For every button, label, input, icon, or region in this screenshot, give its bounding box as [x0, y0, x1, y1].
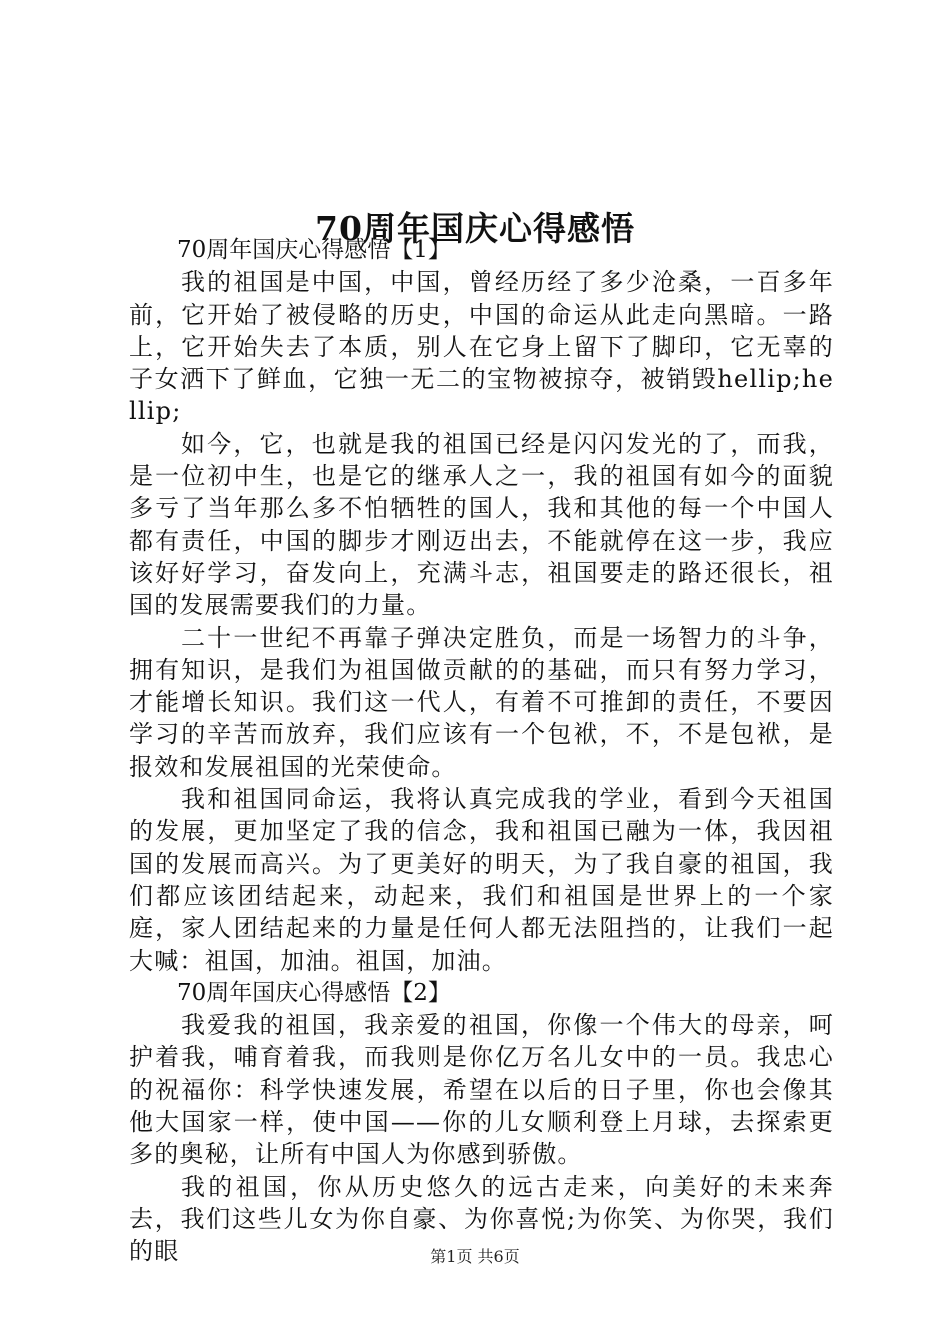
paragraph: 如今，它，也就是我的祖国已经是闪闪发光的了，而我，是一位初中生，也是它的继承人之一，我的祖国有如今的面貌多亏了当年那么多不怕牺牲的国人，我和其他的每一个中国人都有责任，中国的脚步才刚迈出去，不能就停在这一步，我应该好好学习，奋发向上，充满斗志，祖国要走的路还很长，祖国的发展需要我们的力量。 [129, 429, 834, 620]
paragraph: 二十一世纪不再靠子弹决定胜负，而是一场智力的斗争，拥有知识，是我们为祖国做贡献的的基础，而只有努力学习，才能增长知识。我们这一代人，有着不可推卸的责任，不要因学习的辛苦而放弃，我们应该有一个包袱，不，不是包袱，是报效和发展祖国的光荣使命。 [129, 623, 834, 781]
section-1 [129, 234, 834, 977]
paragraph: 我的祖国是中国，中国，曾经历经了多少沧桑，一百多年前，它开始了被侵略的历史，中国的命运从此走向黑暗。一路上，它开始失去了本质，别人在它身上留下了脚印，它无辜的子女洒下了鲜血，它独一无二的宝物被掠夺，被销毁hellip;hellip; [129, 268, 834, 426]
document-body [129, 234, 834, 1268]
section-heading: 70周年国庆心得感悟【2】 [177, 979, 451, 1006]
page-title: 70周年国庆心得感悟 [315, 209, 635, 249]
page-footer: 第1页 共6页 [430, 1247, 520, 1266]
paragraph: 我的祖国，你从历史悠久的远古走来，向美好的未来奔去，我们这些儿女为你自豪、为你喜悦;为你笑、为你哭，我们的眼 [129, 1172, 834, 1266]
section-2 [129, 977, 834, 1268]
paragraph: 我爱我的祖国，我亲爱的祖国，你像一个伟大的母亲，呵护着我，哺育着我，而我则是你亿万名儿女中的一员。我忠心的祝福你：科学快速发展，希望在以后的日子里，你也会像其他大国家一样，使中国——你的儿女顺利登上月球，去探索更多的奥秘，让所有中国人为你感到骄傲。 [129, 1011, 834, 1169]
section-heading: 70周年国庆心得感悟【1】 [177, 237, 451, 263]
paragraph: 我和祖国同命运，我将认真完成我的学业，看到今天祖国的发展，更加坚定了我的信念，我和祖国已融为一体，我因祖国的发展而高兴。为了更美好的明天，为了我自豪的祖国，我们都应该团结起来，动起来，我们和祖国是世界上的一个家庭，家人团结起来的力量是任何人都无法阻挡的，让我们一起大喊：祖国，加油。祖国，加油。 [129, 785, 834, 975]
